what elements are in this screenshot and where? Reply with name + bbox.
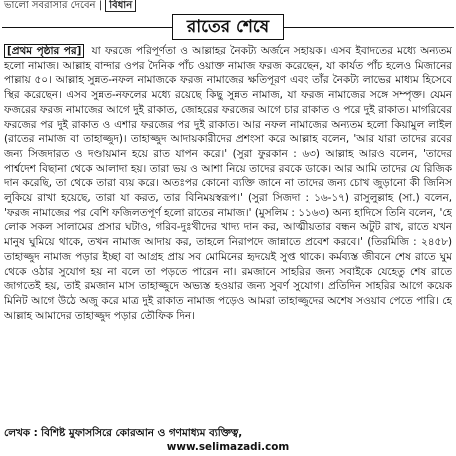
website-url: www.selimazadi.com	[166, 441, 290, 453]
author-line	[4, 426, 452, 440]
previous-article-box: বিধান	[105, 0, 136, 12]
continued-from-label: [প্রথম পৃষ্ঠার পর]	[4, 44, 84, 58]
author-description: বিশিষ্ট মুফাসসিরে কোরআন ও গণমাধ্যম ব্যক্তিত্ব,	[41, 427, 243, 439]
previous-article-strip: ভালো সবরাসার দেবেন | বিধান	[0, 0, 456, 18]
author-label: লেখক :	[4, 427, 38, 439]
article-title: রাতের শেষে	[172, 14, 284, 40]
previous-article-text: ভালো সবরাসার দেবেন	[4, 0, 96, 11]
article-body	[4, 44, 452, 426]
website-footer	[0, 440, 456, 456]
title-block	[0, 14, 456, 42]
article-body-text: যা ফরজে পরিপূর্ণতা ও আল্লাহর নৈকট্য অর্জনে সহায়ক। এসব ইবাদতের মধ্যে অন্যতম হলো নামাজ। আল্লাহ বান্দার ওপর দৈনিক পাঁচ ওয়াক্ত নামাজ ফরজ করেছেন, যা কার্যত পাঁচ হলেও মিজানের পাল্লায় ৫০। আল্লাহ সুন্নত-নফল নামাজকে ফরজ নামাজের ক্ষতিপূরণ এবং তাঁর নৈকট্য লাভের মাধ্যম হিসেবে স্থির করেছেন। এসব সুন্নত-নফলের মধ্যে রয়েছে কিছু সুন্নত নামাজ, যা ফরজ নামাজের সঙ্গে সম্পৃক্ত। যেমন ফজরের ফরজ নামাজের আগে দুই রাকাত, জোহরের ফরজের আগে চার রাকাত ও পরে দুই রাকাত। মাগরিবের ফরজের পর দুই রাকাত ও এশার ফরজের পর দুই রাকাত। আর নফল নামাজের অন্যতম হলো কিয়ামুল লাইল (রাতের নামাজ বা তাহাজ্জুদ)। তাহাজ্জুদ আদায়কারীদের প্রশংসা করে আল্লাহ বলেন, 'আর যারা তাদের রবের জন্য সিজদারত ও দণ্ডায়মান হয়ে রাত যাপন করে।' (সুরা ফুরকান : ৬৩) আল্লাহ আরও বলেন, 'তাদের পার্শ্বদেশ বিছানা থেকে আলাদা হয়। তারা ভয় ও আশা নিয়ে তাদের রবকে ডাকে। আর আমি তাদের যে রিজিক দান করেছি, তা থেকে তারা ব্যয় করে। অতঃপর কোনো ব্যক্তি জানে না তাদের জন্য চোখ জুড়ানো কী জিনিস লুকিয়ে রাখা হয়েছে, তারা যা করত, তার বিনিময়স্বরূপ।' (সুরা সিজদা : ১৬-১৭) রাসুলুল্লাহ (সা.) বলেন, 'ফরজ নামাজের পর বেশি ফজিলতপূর্ণ হলো রাতের নামাজ।' (মুসলিম : ১১৬৩) অন্য হাদিসে তিনি বলেন, 'হে লোক সকল সালামের প্রসার ঘটাও, গরিব-দুঃখীদের খাদ্য দান কর, আত্মীয়তার বন্ধন অটুট রাখ, রাতে যখন মানুষ ঘুমিয়ে থাকে, তখন নামাজ আদায় কর, তাহলে নিরাপদে জান্নাতে প্রবেশ করবে।' (তিরমিজি : ২৪৫৮) তাহাজ্জুদ নামাজ পড়ার ইচ্ছা বা আগ্রহ প্রায় সব মোমিনের হৃদয়েই সুপ্ত থাকে। কর্মব্যস্ত জীবনে শেষ রাতে ঘুম থেকে ওঠার সুযোগ হয় না বলে তা পড়তে পারেন না। রমজানে সাহরির জন্য সবাইকে যেহেতু শেষ রাতে জাগতেই হয়, তাই রমজান মাস তাহাজ্জুদে অভ্যস্ত হওয়ার জন্য সুবর্ণ সুযোগ। প্রতিদিন সাহরির আগে কয়েক মিনিট আগে উঠে অজু করে মাত্র দুই রাকাত নামাজ পড়েও আমরা তাহাজ্জুদের অশেষ সওয়াব পেতে পারি। হে আল্লাহ আমাদের তাহাজ্জুদ পড়ার তৌফিক দিন।	[4, 45, 452, 322]
